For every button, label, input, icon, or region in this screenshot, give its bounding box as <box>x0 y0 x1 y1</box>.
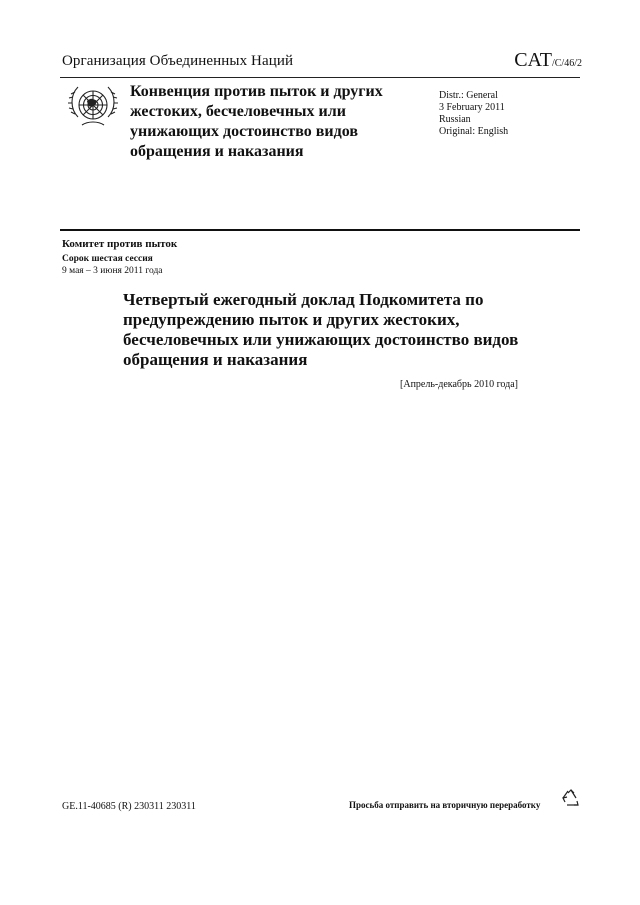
symbol-main: CAT <box>514 49 552 71</box>
distribution-block <box>439 90 508 138</box>
un-emblem-icon <box>64 81 122 133</box>
distribution-date: 3 February 2011 <box>439 102 505 113</box>
recycle-note: Просьба отправить на вторичную переработку <box>349 800 541 810</box>
convention-title: Конвенция против пыток и других жестоких, бесчеловечных или унижающих достоинство видов обращения и наказания <box>130 83 383 160</box>
distribution-language: Russian <box>439 114 471 125</box>
document-number: GE.11-40685 (R) 230311 230311 <box>62 801 196 812</box>
organization-name: Организация Объединенных Наций <box>62 53 294 69</box>
committee-name: Комитет против пыток <box>62 238 178 250</box>
session-dates: 9 мая – 3 июня 2011 года <box>62 266 163 276</box>
recycle-icon <box>562 789 580 809</box>
distribution-original: Original: English <box>439 126 509 137</box>
section-divider <box>60 229 580 231</box>
header-divider <box>60 77 580 78</box>
document-symbol <box>514 49 582 72</box>
report-period: [Апрель-декабрь 2010 года] <box>400 379 518 390</box>
symbol-sub: /C/46/2 <box>551 58 582 69</box>
session-label: Сорок шестая сессия <box>62 254 153 264</box>
report-title: Четвертый ежегодный доклад Подкомитета по предупреждению пыток и других жестоких, бесчеловечных или унижающих достоинство видов обращения и наказания <box>123 290 519 369</box>
distribution-label: Distr.: General <box>439 90 498 101</box>
